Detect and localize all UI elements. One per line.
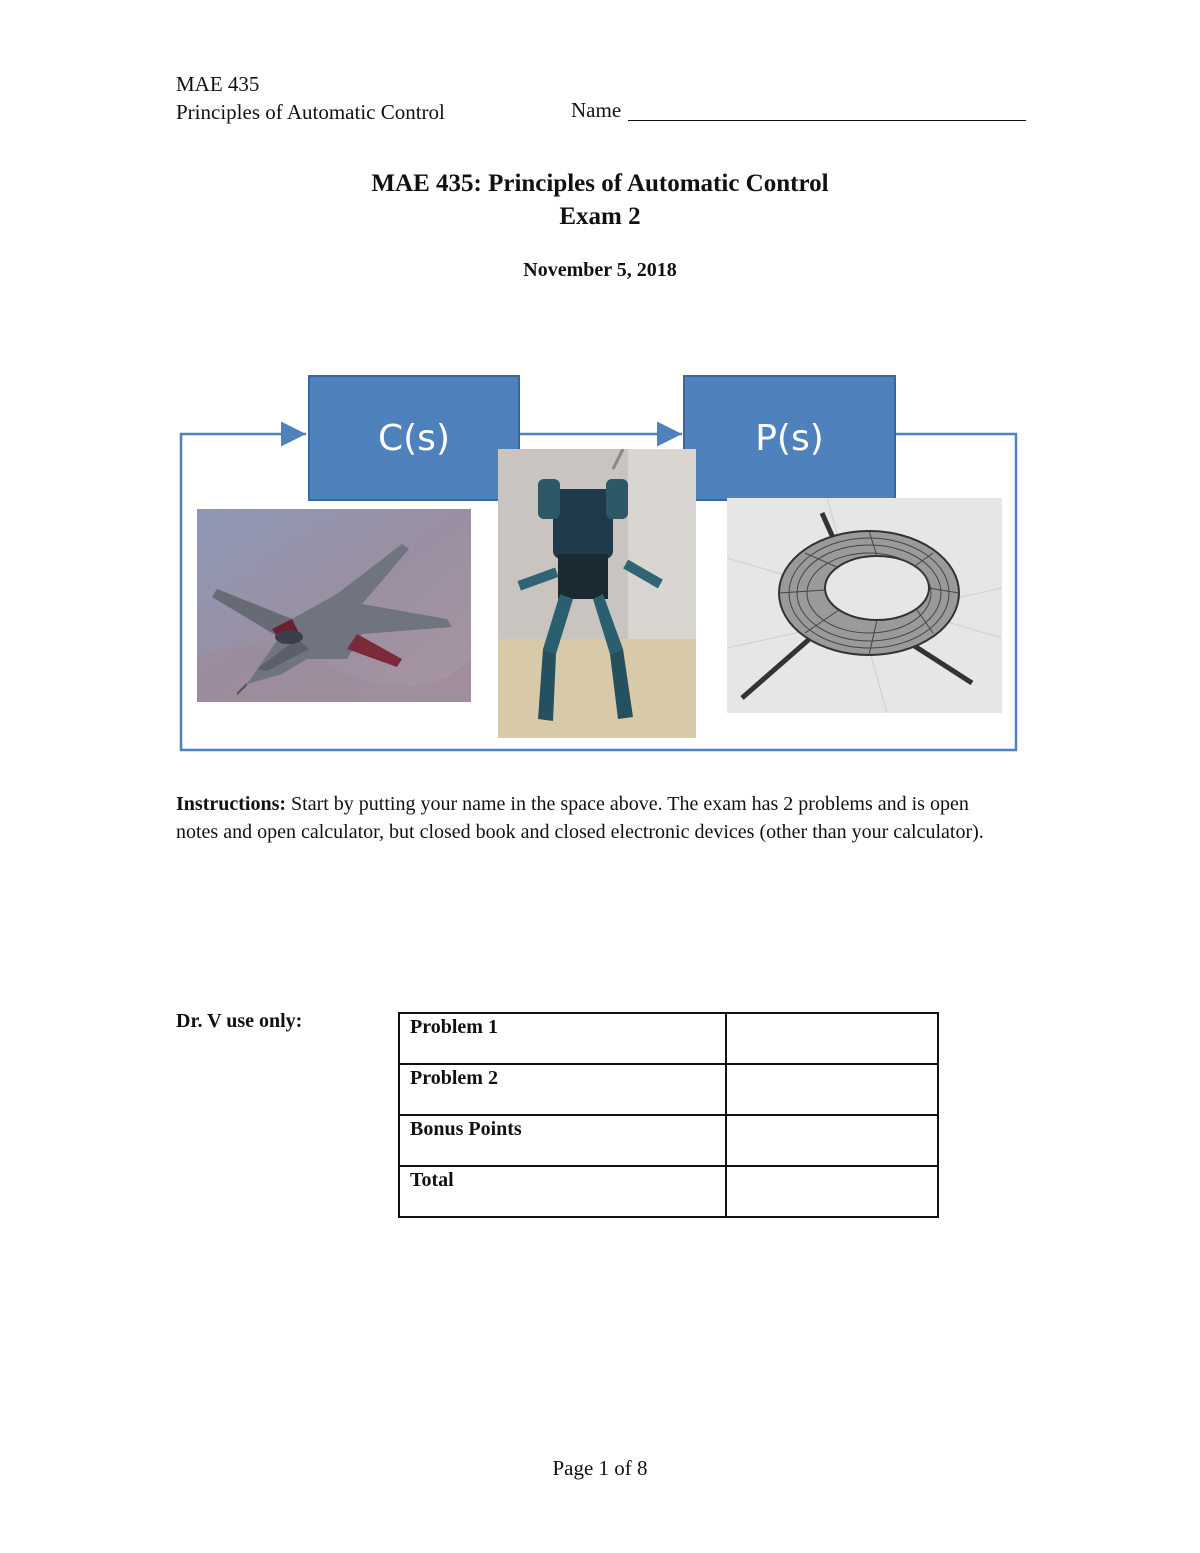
row-label: Problem 1	[399, 1013, 726, 1064]
score-cell[interactable]	[726, 1013, 938, 1064]
row-label: Total	[399, 1166, 726, 1217]
instructions-text: Start by putting your name in the space above. The exam has 2 problems and is open notes and open calculator, but closed book and closed electronic devices (other than your calculator).	[176, 793, 984, 843]
controller-block: C(s)	[308, 375, 520, 501]
instructions-heading: Instructions:	[176, 793, 287, 815]
row-label: Bonus Points	[399, 1115, 726, 1166]
score-cell[interactable]	[726, 1166, 938, 1217]
course-code: MAE 435	[176, 72, 260, 96]
row-label: Problem 2	[399, 1064, 726, 1115]
torus-airship-image	[727, 498, 1002, 713]
grading-label: Dr. V use only:	[176, 1010, 303, 1032]
table-row	[399, 1115, 938, 1166]
exam-date: November 5, 2018	[523, 259, 677, 281]
exam-title: MAE 435: Principles of Automatic Control	[371, 170, 829, 197]
exam-number: Exam 2	[559, 203, 641, 230]
table-row	[399, 1064, 938, 1115]
page-number: Page 1 of 8	[552, 1456, 648, 1480]
table-row	[399, 1013, 938, 1064]
name-label: Name	[571, 98, 622, 122]
plant-block: P(s)	[683, 375, 896, 501]
instructions-paragraph	[176, 790, 1016, 846]
score-cell[interactable]	[726, 1064, 938, 1115]
fighter-jet-image	[197, 509, 471, 702]
score-cell[interactable]	[726, 1115, 938, 1166]
bipedal-robot-image	[498, 449, 696, 738]
table-row	[399, 1166, 938, 1217]
course-name: Principles of Automatic Control	[176, 100, 445, 124]
grading-table	[398, 1012, 939, 1218]
